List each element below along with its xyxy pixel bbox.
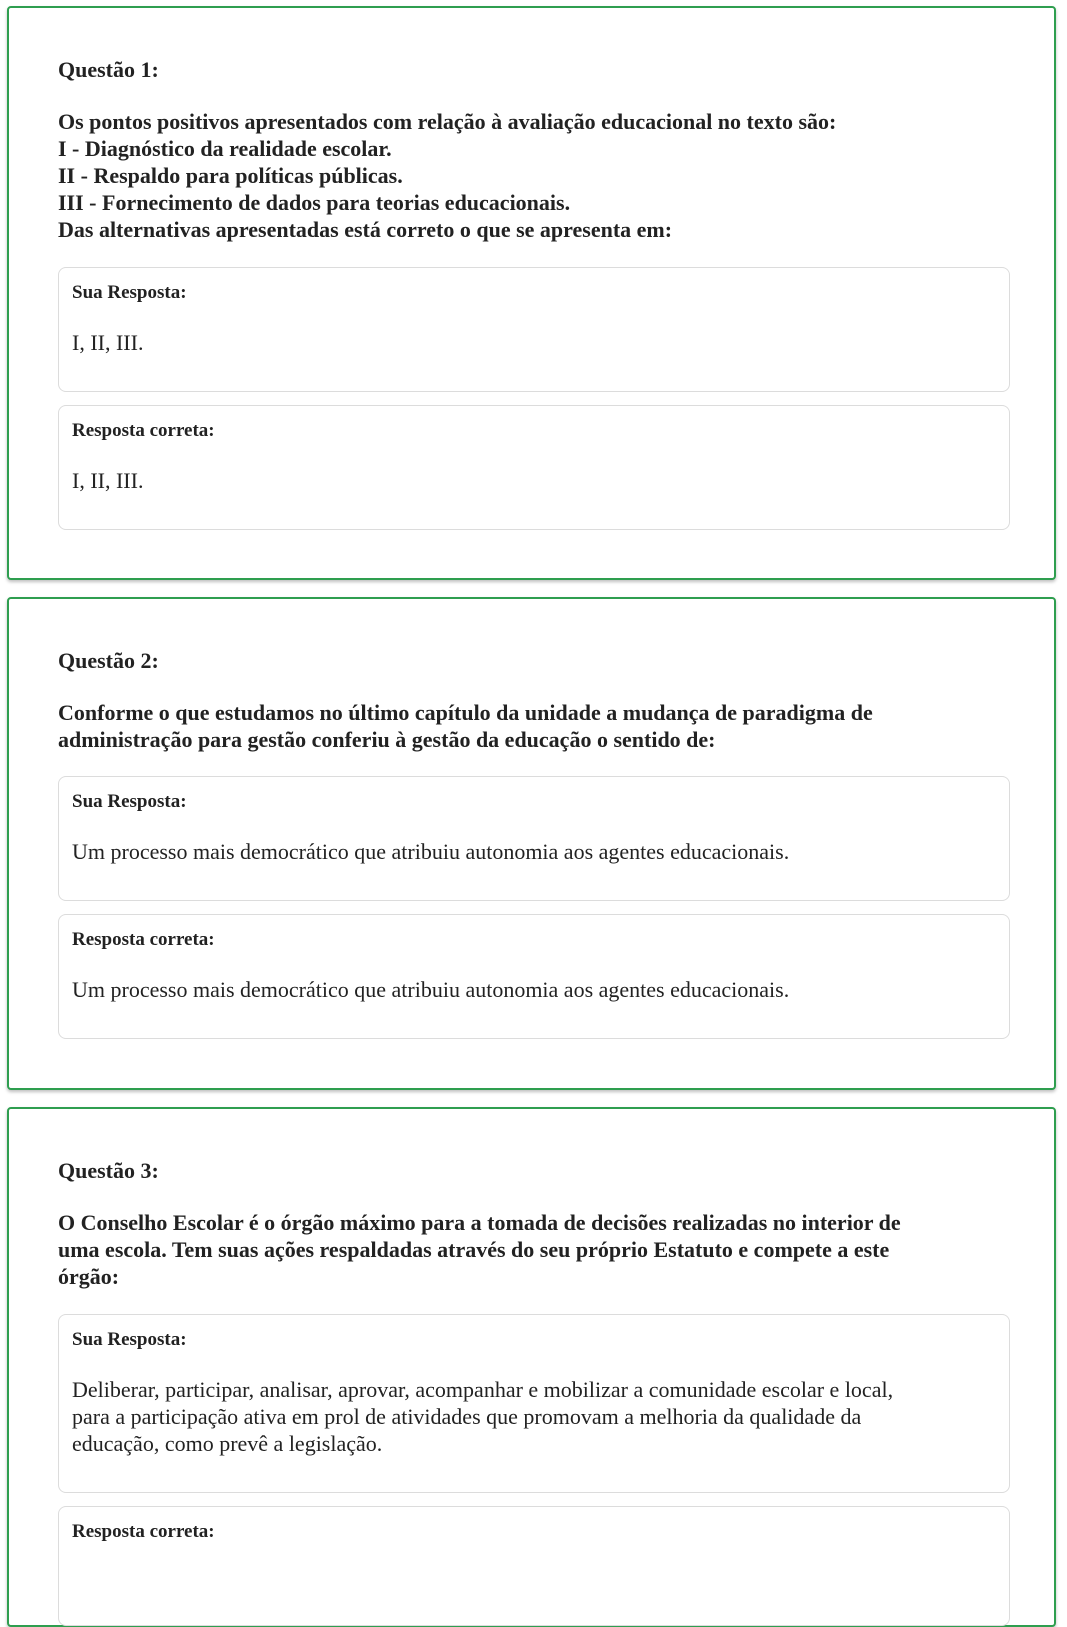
question-card bbox=[7, 1107, 1056, 1627]
your-answer-label: Sua Resposta: bbox=[72, 1329, 187, 1350]
question-text bbox=[58, 1209, 998, 1290]
question-card bbox=[7, 597, 1056, 1090]
question-text-line: III - Fornecimento de dados para teorias educacionais. bbox=[58, 190, 571, 215]
correct-answer-label: Resposta correta: bbox=[72, 929, 215, 950]
your-answer-box bbox=[58, 1314, 1010, 1493]
your-answer-text bbox=[72, 1376, 992, 1457]
question-card bbox=[7, 6, 1056, 580]
your-answer-line: Deliberar, participar, analisar, aprovar, acompanhar e mobilizar a comunidade escolar e local, bbox=[72, 1377, 894, 1402]
question-text-line: uma escola. Tem suas ações respaldadas através do seu próprio Estatuto e compete a este bbox=[58, 1237, 890, 1262]
question-text-line: Das alternativas apresentadas está correto o que se apresenta em: bbox=[58, 217, 673, 242]
question-text-line: Conforme o que estudamos no último capítulo da unidade a mudança de paradigma de bbox=[58, 700, 873, 725]
question-text-line: administração para gestão conferiu à gestão da educação o sentido de: bbox=[58, 727, 716, 752]
question-text-line: Os pontos positivos apresentados com relação à avaliação educacional no texto são: bbox=[58, 109, 837, 134]
correct-answer-box bbox=[58, 405, 1010, 530]
question-text bbox=[58, 699, 998, 753]
correct-answer-label: Resposta correta: bbox=[72, 1521, 215, 1542]
question-text-line: I - Diagnóstico da realidade escolar. bbox=[58, 136, 392, 161]
correct-answer-box bbox=[58, 914, 1010, 1039]
correct-answer-text: Um processo mais democrático que atribuiu autonomia aos agentes educacionais. bbox=[72, 977, 790, 1002]
your-answer-box bbox=[58, 776, 1010, 901]
question-text-line: O Conselho Escolar é o órgão máximo para a tomada de decisões realizadas no interior de bbox=[58, 1210, 901, 1235]
question-text-line: órgão: bbox=[58, 1264, 120, 1289]
your-answer-line: para a participação ativa em prol de atividades que promovam a melhoria da qualidade da bbox=[72, 1404, 862, 1429]
your-answer-label: Sua Resposta: bbox=[72, 791, 187, 812]
question-title: Questão 3: bbox=[58, 1158, 159, 1183]
your-answer-box bbox=[58, 267, 1010, 392]
question-text bbox=[58, 108, 998, 243]
correct-answer-box bbox=[58, 1506, 1010, 1626]
your-answer-line: educação, como prevê a legislação. bbox=[72, 1431, 383, 1456]
question-title: Questão 1: bbox=[58, 57, 159, 82]
question-title: Questão 2: bbox=[58, 648, 159, 673]
correct-answer-label: Resposta correta: bbox=[72, 420, 215, 441]
your-answer-text: Um processo mais democrático que atribuiu autonomia aos agentes educacionais. bbox=[72, 839, 790, 864]
question-text-line: II - Respaldo para políticas públicas. bbox=[58, 163, 403, 188]
your-answer-text: I, II, III. bbox=[72, 330, 144, 355]
correct-answer-text: I, II, III. bbox=[72, 468, 144, 493]
your-answer-label: Sua Resposta: bbox=[72, 282, 187, 303]
